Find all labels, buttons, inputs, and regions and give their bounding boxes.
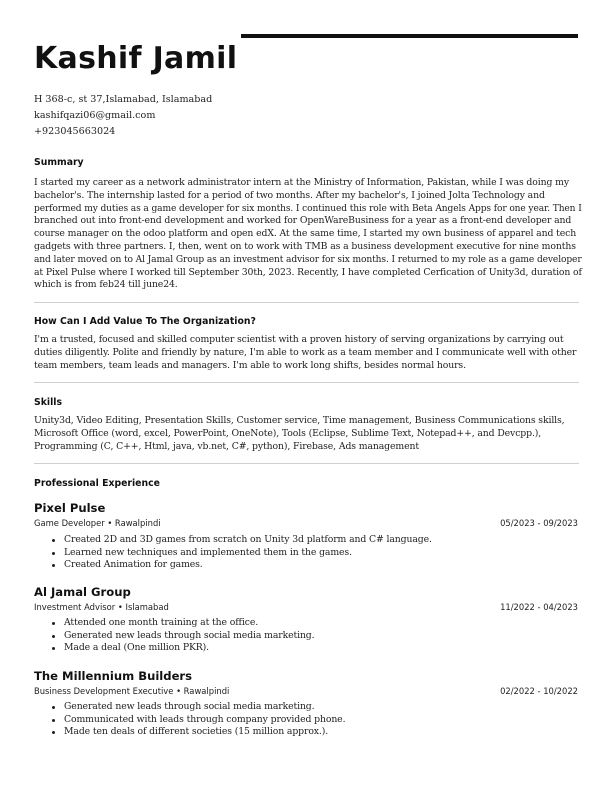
- section-divider: [34, 382, 579, 383]
- contact-address: H 368-c, st 37,Islamabad, Islamabad: [34, 94, 213, 105]
- job-bullets: [50, 534, 432, 572]
- job-bullet: Created Animation for games.: [50, 559, 432, 572]
- skills-line: Programming (C, C++, Html, java, vb.net, C#, python), Firebase, Ads management: [34, 440, 419, 452]
- summary-line: bachelor's. The internship lasted for a period of two months. After my bachelor's, I joined Jolta Technology and: [34, 189, 545, 201]
- value-line: team members, team leads and managers. I'm able to work long shifts, besides normal hours.: [34, 359, 466, 371]
- section-divider: [34, 463, 579, 464]
- candidate-name: Kashif Jamil: [34, 41, 238, 76]
- contact-phone[interactable]: +923045663024: [34, 126, 116, 137]
- job-bullet: Learned new techniques and implemented them in the games.: [50, 547, 432, 560]
- summary-line: branched out into front-end development and worked for OpenWareBusiness for a year as a front-end developer and: [34, 215, 572, 227]
- job-bullet: Generated new leads through social media marketing.: [50, 630, 314, 643]
- job-bullets: [50, 701, 345, 739]
- summary-line: I started my career as a network administrator intern at the Ministry of Information, Pakistan, while I was doing my: [34, 177, 569, 188]
- value-heading: How Can I Add Value To The Organization?: [34, 316, 256, 327]
- job-role: Business Development Executive • Rawalpindi: [34, 686, 230, 696]
- section-divider: [34, 302, 579, 303]
- job-dates: 05/2023 - 09/2023: [500, 518, 578, 528]
- header-accent-bar: [241, 34, 578, 38]
- job-bullet: Generated new leads through social media marketing.: [50, 701, 345, 714]
- job-company: Pixel Pulse: [34, 501, 106, 515]
- summary-line: course manager on the odoo platform and open edX. At the same time, I started my own business of apparel and tech: [34, 228, 577, 240]
- skills-heading: Skills: [34, 397, 62, 408]
- job-role: Game Developer • Rawalpindi: [34, 518, 161, 528]
- job-bullet: Communicated with leads through company provided phone.: [50, 714, 345, 727]
- job-bullet: Created 2D and 3D games from scratch on Unity 3d platform and C# language.: [50, 534, 432, 547]
- value-line: duties diligently. Polite and friendly by nature, I'm able to work as a team member and I communicate well with other: [34, 346, 577, 358]
- summary-line: at Pixel Pulse where I worked till September 30th, 2023. Recently, I have completed Cerfication of Unity3d, duration of: [34, 266, 582, 278]
- summary-line: which is from feb24 till june24.: [34, 279, 178, 291]
- contact-email[interactable]: kashifqazi06@gmail.com: [34, 110, 156, 121]
- job-bullet: Made a deal (One million PKR).: [50, 642, 314, 655]
- job-bullets: [50, 617, 314, 655]
- skills-text: [34, 415, 582, 453]
- value-line: I'm a trusted, focused and skilled computer scientist with a proven history of serving organizations by carrying out: [34, 334, 564, 345]
- job-bullet: Attended one month training at the office.: [50, 617, 314, 630]
- skills-line: Microsoft Office (word, excel, PowerPoint, OneNote), Tools (Eclipse, Sublime Text, Notepad++, and Devcpp.),: [34, 427, 542, 439]
- job-dates: 02/2022 - 10/2022: [500, 686, 578, 696]
- summary-line: gadgets with three partners. I, then, went on to work with TMB as a business development executive for nine months: [34, 240, 576, 252]
- job-company: Al Jamal Group: [34, 585, 131, 599]
- summary-line: performed my duties as a game developer for six months. I continued this role with Beta Angels Apps for one year. Then I: [34, 202, 582, 214]
- summary-heading: Summary: [34, 157, 84, 168]
- job-role: Investment Advisor • Islamabad: [34, 602, 169, 612]
- skills-line: Unity3d, Video Editing, Presentation Skills, Customer service, Time management, Business Communications skills,: [34, 415, 565, 426]
- job-company: The Millennium Builders: [34, 669, 193, 683]
- summary-line: and later moved on to Al Jamal Group as an investment advisor for six months. I returned to my role as a game developer: [34, 253, 582, 265]
- experience-heading: Professional Experience: [34, 478, 160, 489]
- job-bullet: Made ten deals of different societies (15 million approx.).: [50, 726, 345, 739]
- job-dates: 11/2022 - 04/2023: [500, 602, 578, 612]
- value-text: [34, 334, 582, 372]
- summary-text: [34, 177, 582, 292]
